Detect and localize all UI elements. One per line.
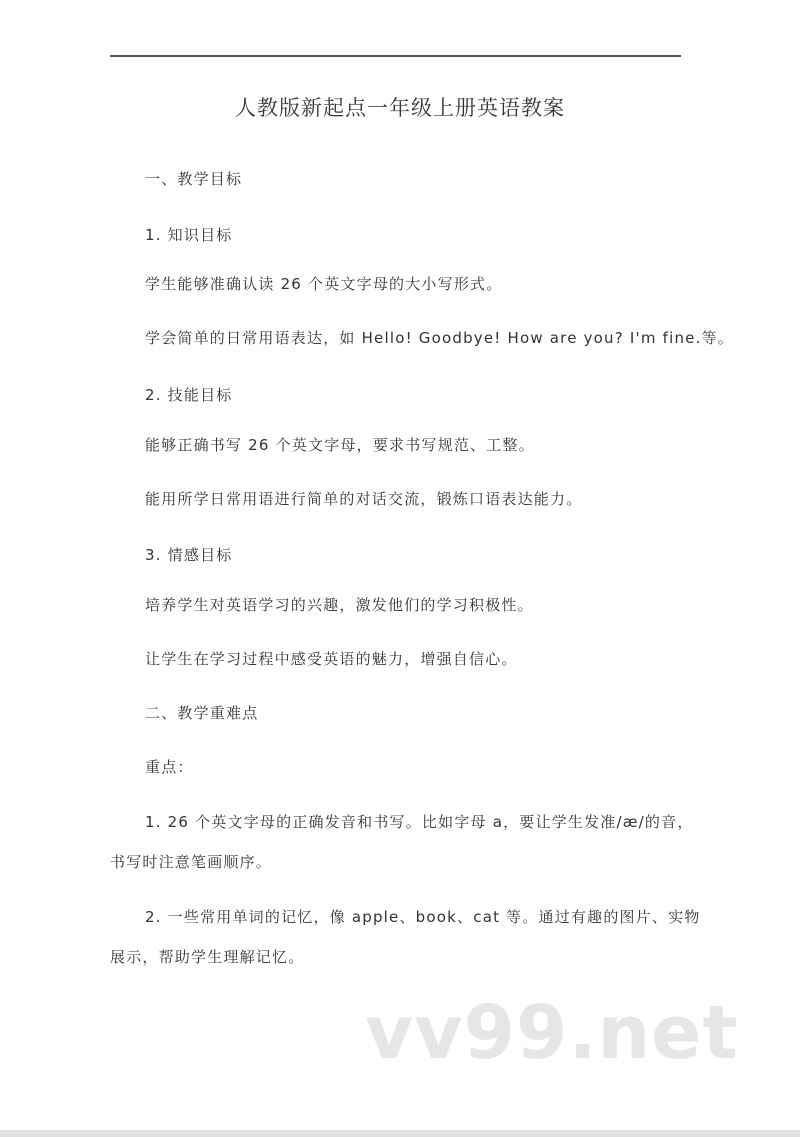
paragraph: 能够正确书写 26 个英文字母，要求书写规范、工整。 xyxy=(145,436,535,454)
subheading-emotion: 3. 情感目标 xyxy=(145,546,233,564)
paragraph-continuation: 展示，帮助学生理解记忆。 xyxy=(110,948,305,966)
paragraph: 学会简单的日常用语表达，如 Hello! Goodbye! How are you? I'm fine.等。 xyxy=(145,329,734,347)
section-heading-key-points: 二、教学重难点 xyxy=(145,704,259,722)
paragraph: 培养学生对英语学习的兴趣，激发他们的学习积极性。 xyxy=(145,596,534,614)
paragraph: 让学生在学习过程中感受英语的魅力，增强自信心。 xyxy=(145,650,518,668)
paragraph: 2. 一些常用单词的记忆，像 apple、book、cat 等。通过有趣的图片、实物 xyxy=(145,908,701,926)
paragraph-continuation: 书写时注意笔画顺序。 xyxy=(110,853,273,871)
subheading-knowledge: 1. 知识目标 xyxy=(145,226,233,244)
page-bottom-edge xyxy=(0,1130,800,1137)
subheading-key: 重点： xyxy=(145,758,194,776)
section-heading-objectives: 一、教学目标 xyxy=(145,170,243,188)
watermark: vv99.net xyxy=(365,990,739,1076)
document-title: 人教版新起点一年级上册英语教案 xyxy=(235,96,565,120)
paragraph: 学生能够准确认读 26 个英文字母的大小写形式。 xyxy=(145,275,503,293)
header-rule xyxy=(110,55,681,57)
subheading-skills: 2. 技能目标 xyxy=(145,386,233,404)
paragraph: 能用所学日常用语进行简单的对话交流，锻炼口语表达能力。 xyxy=(145,490,583,508)
paragraph: 1. 26 个英文字母的正确发音和书写。比如字母 a，要让学生发准/æ/的音， xyxy=(145,813,694,831)
